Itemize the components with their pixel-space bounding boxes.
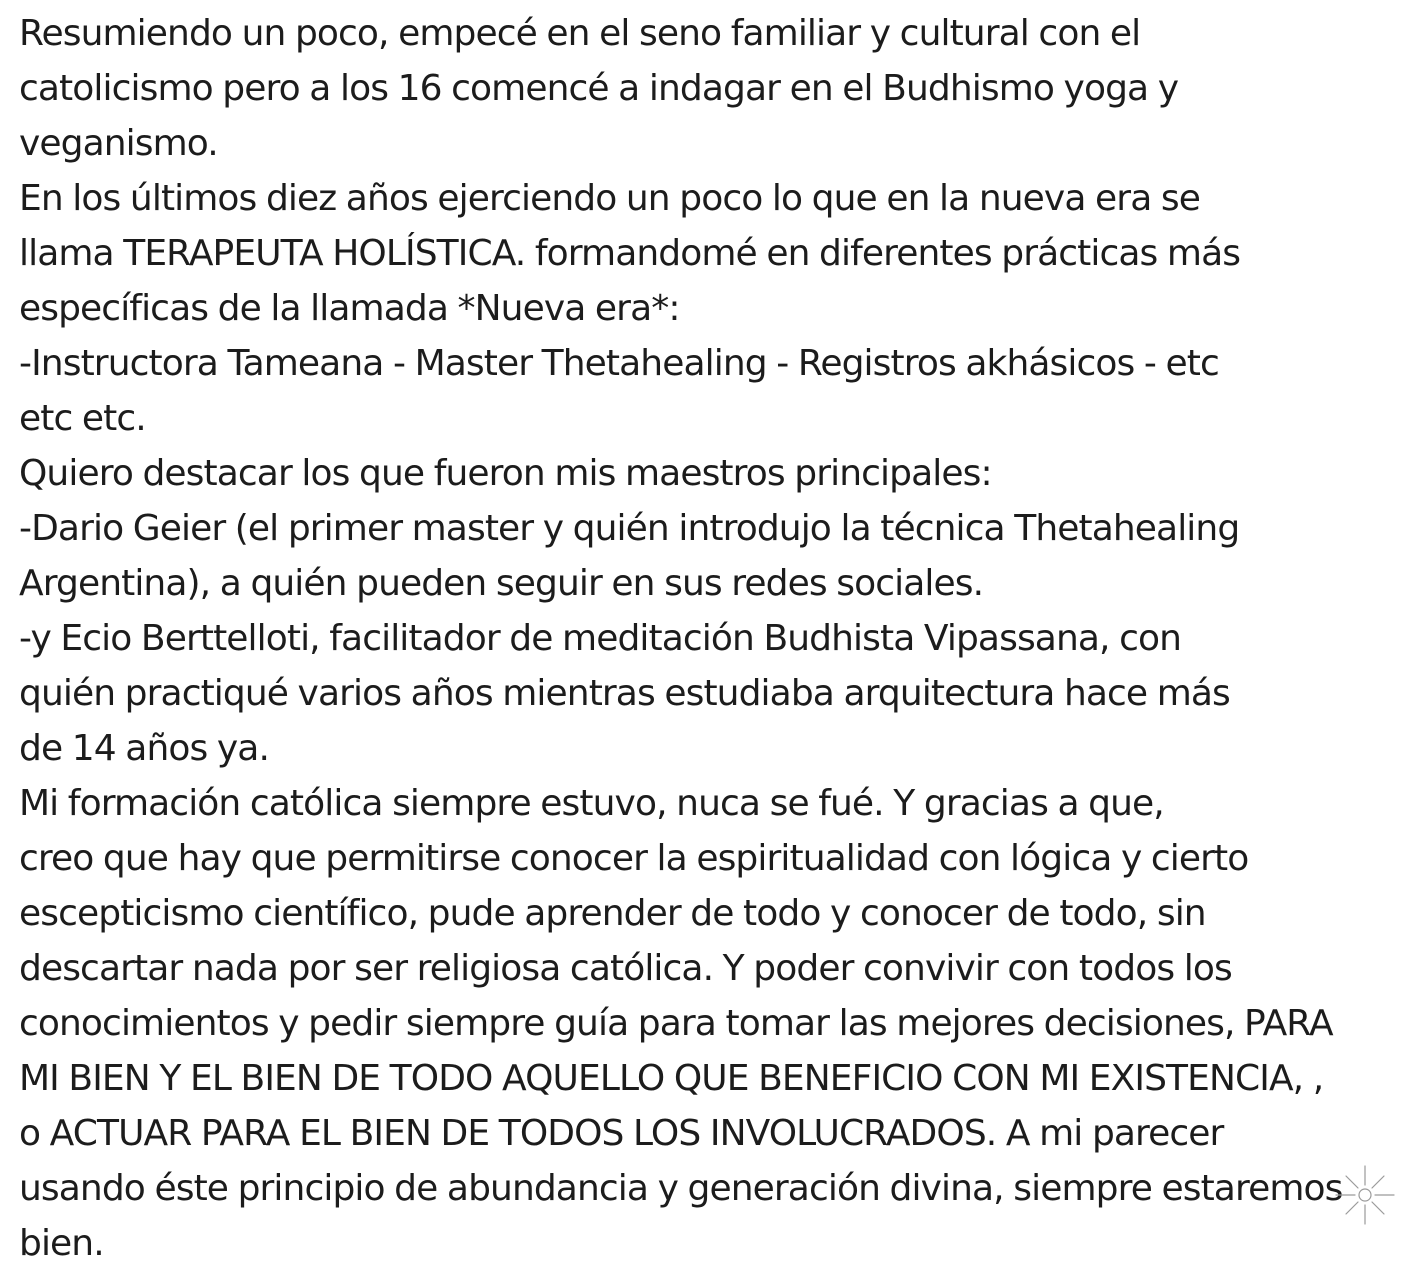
text-line: descartar nada por ser religiosa católica. Y poder convivir con todos los xyxy=(19,948,1232,989)
text-line: MI BIEN Y EL BIEN DE TODO AQUELLO QUE BENEFICIO CON MI EXISTENCIA, , xyxy=(19,1058,1324,1099)
text-line: o ACTUAR PARA EL BIEN DE TODOS LOS INVOLUCRADOS. A mi parecer xyxy=(19,1113,1224,1154)
text-line: catolicismo pero a los 16 comencé a indagar en el Budhismo yoga y xyxy=(19,68,1179,109)
text-line: Argentina), a quién pueden seguir en sus redes sociales. xyxy=(19,563,984,604)
text-line: bien. xyxy=(19,1223,104,1264)
text-line: veganismo. xyxy=(19,123,218,164)
text-line: etc etc. xyxy=(19,398,146,439)
text-line: específicas de la llamada *Nueva era*: xyxy=(19,288,680,329)
text-line: Quiero destacar los que fueron mis maestros principales: xyxy=(19,453,992,494)
text-line: Resumiendo un poco, empecé en el seno familiar y cultural con el xyxy=(19,13,1141,54)
text-line: Mi formación católica siempre estuvo, nuca se fué. Y gracias a que, xyxy=(19,783,1164,824)
text-line: escepticismo científico, pude aprender de todo y conocer de todo, sin xyxy=(19,893,1206,934)
text-line: En los últimos diez años ejerciendo un poco lo que en la nueva era se xyxy=(19,178,1200,219)
text-line: -y Ecio Berttelloti, facilitador de meditación Budhista Vipassana, con xyxy=(19,618,1182,659)
text-line: usando éste principio de abundancia y generación divina, siempre estaremos xyxy=(19,1168,1343,1209)
text-line: llama TERAPEUTA HOLÍSTICA. formandomé en diferentes prácticas más xyxy=(19,233,1241,274)
sparkle-icon xyxy=(1332,1162,1398,1228)
text-line: conocimientos y pedir siempre guía para tomar las mejores decisiones, PARA xyxy=(19,1003,1333,1044)
text-line: de 14 años ya. xyxy=(19,728,270,769)
text-line: quién practiqué varios años mientras estudiaba arquitectura hace más xyxy=(19,673,1230,714)
document-body xyxy=(19,6,1404,1271)
text-line: -Dario Geier (el primer master y quién introdujo la técnica Thetahealing xyxy=(19,508,1240,549)
text-line: creo que hay que permitirse conocer la espiritualidad con lógica y cierto xyxy=(19,838,1249,879)
text-line: -Instructora Tameana - Master Thetahealing - Registros akhásicos - etc xyxy=(19,343,1219,384)
